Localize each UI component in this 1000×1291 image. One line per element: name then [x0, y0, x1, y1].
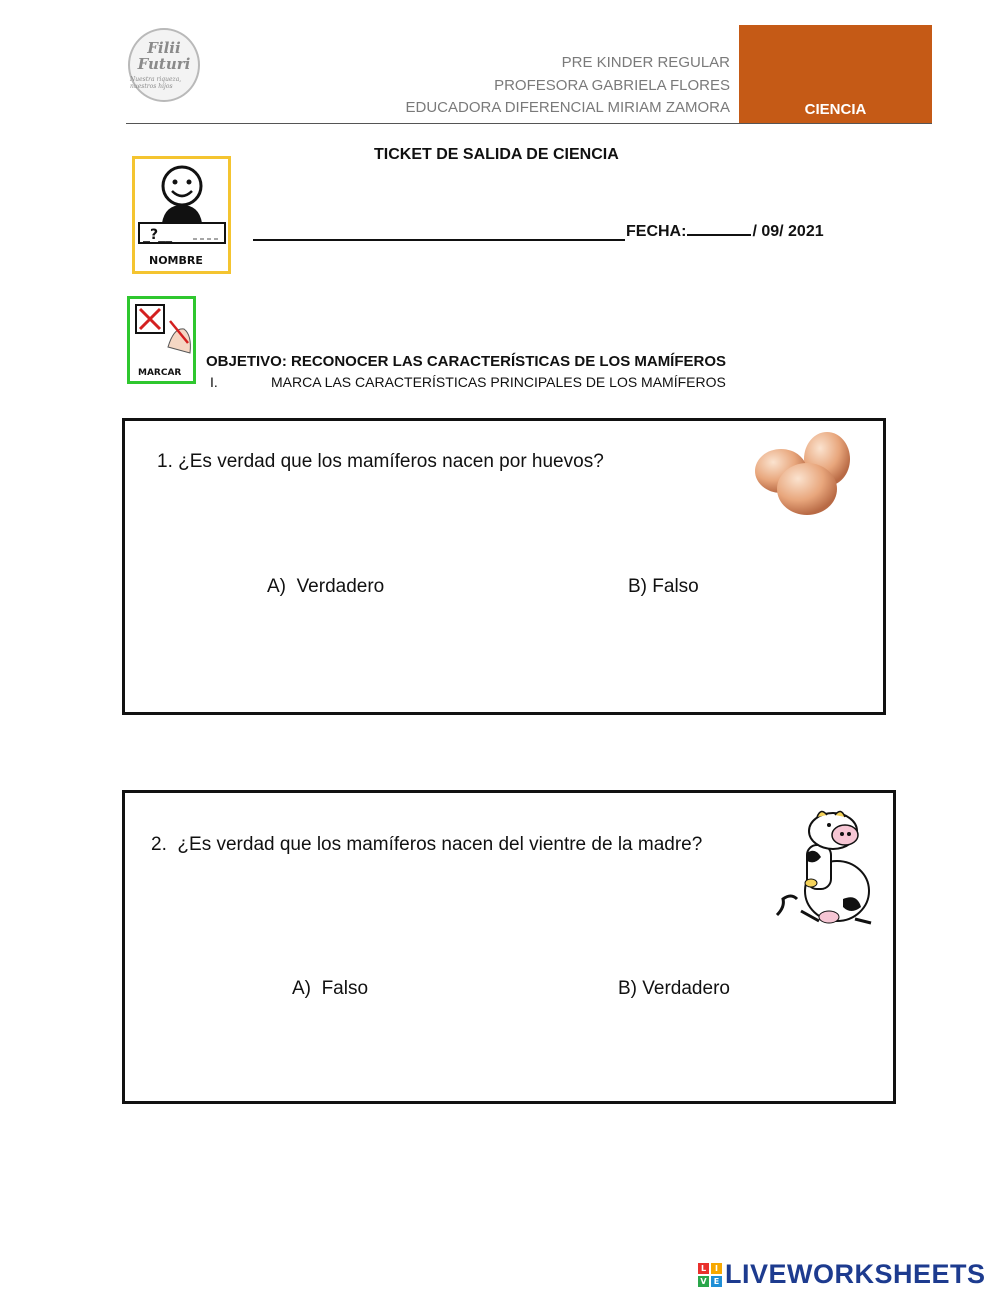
question-2-label: ¿Es verdad que los mamíferos nacen del vientre de la madre?	[177, 834, 703, 855]
question-2-box	[122, 790, 896, 1104]
objective-text: OBJETIVO: RECONOCER LAS CARACTERÍSTICAS DE LOS MAMÍFEROS	[206, 353, 727, 370]
nombre-pictogram	[132, 156, 231, 274]
question-1-option-a[interactable]	[267, 576, 384, 598]
logo-square-v: V	[698, 1276, 709, 1287]
question-1-label: ¿Es verdad que los mamíferos nacen por huevos?	[178, 451, 604, 472]
school-logo	[128, 28, 200, 102]
checkbox-mark-icon	[130, 299, 193, 369]
liveworksheets-logo[interactable]	[698, 1259, 986, 1290]
option-label: Verdadero	[296, 576, 385, 597]
logo-squares-icon	[698, 1263, 722, 1287]
fecha-suffix: / 09/ 2021	[752, 223, 824, 240]
option-label: Falso	[321, 978, 369, 999]
option-letter: B)	[618, 978, 637, 999]
date-field[interactable]	[626, 220, 824, 241]
school-line-teacher: PROFESORA GABRIELA FLORES	[494, 76, 730, 94]
instruction-text: MARCA LAS CARACTERÍSTICAS PRINCIPALES DE LOS MAMÍFEROS	[271, 374, 726, 390]
question-1-option-b[interactable]	[628, 576, 699, 598]
nombre-label: NOMBRE	[149, 254, 203, 267]
name-field[interactable]	[253, 239, 625, 241]
page-title: TICKET DE SALIDA DE CIENCIA	[374, 146, 619, 163]
fecha-label: FECHA:	[626, 223, 687, 240]
nombre-placeholder: _?__	[143, 227, 173, 243]
marcar-pictogram	[127, 296, 196, 384]
logo-text-1: Filii	[147, 39, 181, 57]
school-info	[406, 52, 730, 120]
day-blank[interactable]	[687, 220, 751, 236]
logo-text-2: Futuri	[137, 55, 191, 73]
school-line-educator: EDUCADORA DIFERENCIAL MIRIAM ZAMORA	[405, 99, 730, 116]
question-1-text	[157, 451, 604, 473]
question-1-box	[122, 418, 886, 715]
option-label: Verdadero	[642, 978, 730, 999]
logo-square-e: E	[711, 1276, 722, 1287]
question-2-option-b[interactable]	[618, 978, 730, 1000]
person-icon	[135, 159, 228, 249]
question-2-option-a[interactable]	[292, 978, 368, 1000]
logo-square-l: L	[698, 1263, 709, 1274]
option-label: Falso	[652, 576, 699, 597]
question-2-text	[151, 834, 702, 856]
header-divider	[126, 123, 932, 124]
logo-motto: Nuestra riqueza, nuestros hijos	[130, 76, 182, 90]
brand-text: LIVEWORKSHEETS	[725, 1259, 986, 1289]
marcar-label: MARCAR	[138, 368, 182, 378]
logo-square-i: I	[711, 1263, 722, 1274]
question-2-number: 2.	[151, 834, 167, 855]
school-line-course: PRE KINDER REGULAR	[561, 54, 730, 71]
eggs-image	[751, 431, 855, 515]
subject-label: CIENCIA	[804, 101, 867, 118]
instruction-number: I.	[210, 374, 218, 390]
option-letter: A)	[292, 978, 311, 999]
option-letter: B)	[628, 576, 647, 597]
cow-image	[771, 803, 875, 927]
subject-banner	[739, 25, 932, 124]
question-1-number: 1.	[157, 451, 173, 472]
option-letter: A)	[267, 576, 286, 597]
